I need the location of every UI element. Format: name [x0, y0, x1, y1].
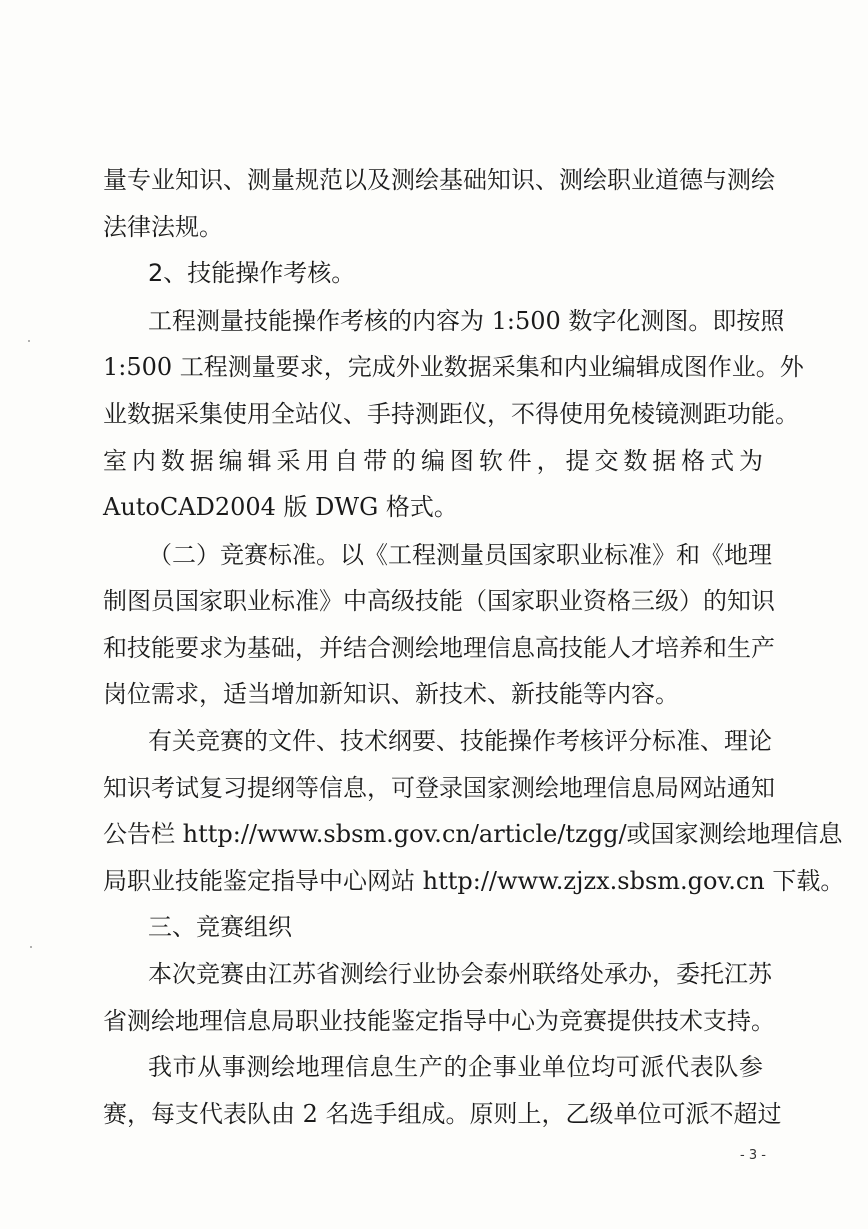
paragraph-line: 公告栏 http://www.sbsm.gov.cn/article/tzgg/或国家测绘地理信息 [103, 820, 843, 848]
paragraph-line: 本次竞赛由江苏省测绘行业协会泰州联络处承办，委托江苏 [148, 960, 772, 988]
scan-artifact [28, 340, 30, 342]
paragraph-line: 局职业技能鉴定指导中心网站 http://www.zjzx.sbsm.gov.cn 下载。 [103, 867, 845, 895]
paragraph-line: 制图员国家职业标准》中高级技能（国家职业资格三级）的知识 [103, 587, 775, 615]
paragraph-line: 和技能要求为基础，并结合测绘地理信息高技能人才培养和生产 [103, 634, 775, 662]
paragraph-line: 室内数据编辑采用自带的编图软件，提交数据格式为 [103, 447, 763, 475]
paragraph-line: 岗位需求，适当增加新知识、新技术、新技能等内容。 [103, 680, 679, 708]
paragraph-line: 业数据采集使用全站仪、手持测距仪，不得使用免棱镜测距功能。 [103, 400, 799, 428]
page-number: - 3 - [740, 1148, 766, 1163]
paragraph-line: 量专业知识、测量规范以及测绘基础知识、测绘职业道德与测绘 [103, 166, 775, 194]
subsection-heading: 2、技能操作考核。 [148, 259, 356, 287]
paragraph-line: 有关竞赛的文件、技术纲要、技能操作考核评分标准、理论 [148, 727, 772, 755]
scan-artifact [30, 946, 32, 948]
section-heading: 三、竞赛组织 [148, 913, 292, 941]
paragraph-line: 赛，每支代表队由 2 名选手组成。原则上，乙级单位可派不超过 [103, 1100, 782, 1128]
paragraph-line: 1:500 工程测量要求，完成外业数据采集和内业编辑成图作业。外 [103, 353, 804, 381]
paragraph-line: 我市从事测绘地理信息生产的企事业单位均可派代表队参 [148, 1053, 763, 1081]
paragraph-line: 知识考试复习提纲等信息，可登录国家测绘地理信息局网站通知 [103, 774, 775, 802]
paragraph-line: 法律法规。 [103, 213, 223, 241]
paragraph-line: （二）竞赛标准。以《工程测量员国家职业标准》和《地理 [148, 541, 772, 569]
paragraph-line: AutoCAD2004 版 DWG 格式。 [103, 493, 458, 521]
paragraph-line: 工程测量技能操作考核的内容为 1:500 数字化测图。即按照 [148, 307, 785, 335]
paragraph-line: 省测绘地理信息局职业技能鉴定指导中心为竞赛提供技术支持。 [103, 1007, 775, 1035]
